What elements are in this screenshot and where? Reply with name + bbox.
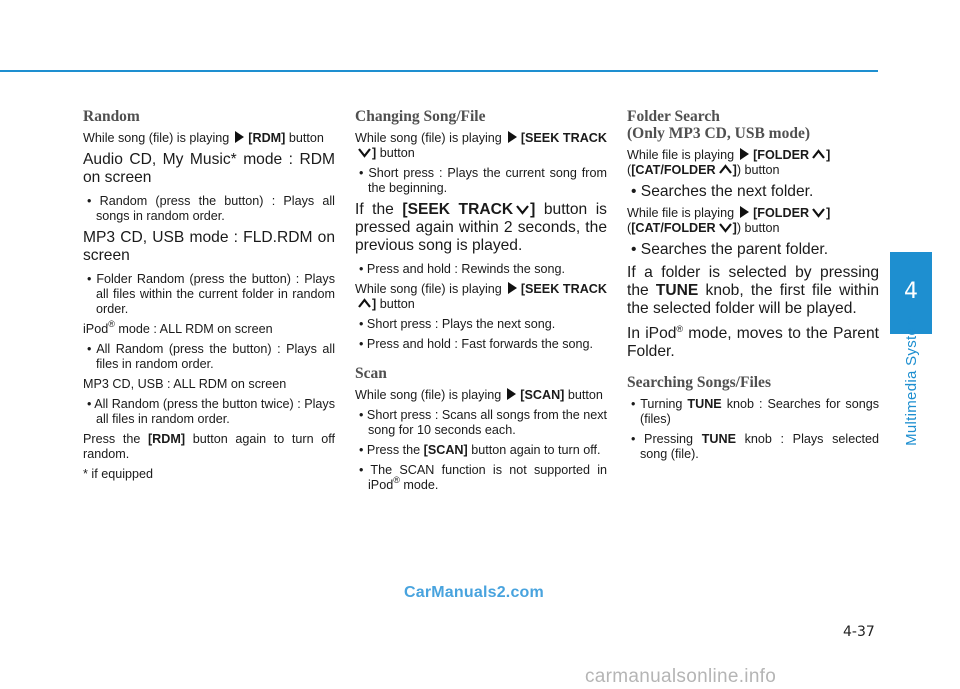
- list-item: • Press and hold : Rewinds the song.: [359, 262, 566, 276]
- rdm-heading-audio-cd: Audio CD, My Music* mode : RDM on screen: [83, 151, 335, 186]
- section-title-changing-song: Changing Song/File: [355, 108, 486, 125]
- folder-up-intro: While file is playing [FOLDER ] ([CAT/FOLDER ]) button: [627, 148, 831, 177]
- footnote-if-equipped: * if equipped: [83, 467, 154, 481]
- rdm-ipod-line: iPod® mode : ALL RDM on screen: [83, 319, 273, 336]
- section-title-scan: Scan: [355, 365, 387, 382]
- chevron-down-icon: [515, 204, 530, 215]
- chevron-down-icon: [718, 222, 733, 233]
- chevron-up-icon: [811, 149, 826, 160]
- seek-again-note: If the [SEEK TRACK ] button is pressed again within 2 seconds, the previous song is played.: [355, 201, 607, 254]
- rdm-turn-off: Press the [RDM] button again to turn off random.: [83, 432, 336, 461]
- rdm-intro: While song (file) is playing [RDM] button: [83, 131, 324, 145]
- chevron-down-icon: [811, 207, 826, 218]
- list-item: • Searches the next folder.: [631, 183, 814, 200]
- play-triangle-icon: [508, 131, 517, 143]
- list-item: • Press and hold : Fast forwards the song.: [359, 337, 594, 351]
- play-triangle-icon: [235, 131, 244, 143]
- folder-tune-note: If a folder is selected by pressing the TUNE knob, the first file within the selected folder will be played.: [627, 264, 879, 317]
- section-title-searching-songs: Searching Songs/Files: [627, 374, 771, 391]
- list-item: • Searches the parent folder.: [631, 241, 829, 258]
- section-title-folder-search: Folder Search (Only MP3 CD, USB mode): [627, 108, 810, 142]
- rdm-heading-mp3: MP3 CD, USB mode : FLD.RDM on screen: [83, 229, 335, 264]
- column-folder-search: [627, 108, 879, 467]
- list-item: • Press the [SCAN] button again to turn off.: [359, 443, 601, 457]
- play-triangle-icon: [508, 282, 517, 294]
- list-item: • All Random (press the button) : Plays all files in random order.: [87, 342, 335, 371]
- folder-down-intro: While file is playing [FOLDER ] ([CAT/FOLDER ]) button: [627, 206, 831, 235]
- list-item: • Folder Random (press the button) : Plays all files within the current folder in random order.: [87, 272, 335, 316]
- chapter-title-text: Multimedia System: [903, 314, 920, 446]
- play-triangle-icon: [507, 388, 516, 400]
- column-changing-song: [355, 108, 607, 498]
- chevron-up-icon: [357, 298, 372, 309]
- seek-down-intro: While song (file) is playing [SEEK TRACK ] button: [355, 131, 608, 160]
- column-random: [83, 108, 335, 487]
- section-title-random: Random: [83, 108, 140, 125]
- rdm-mp3-usb-line: MP3 CD, USB : ALL RDM on screen: [83, 377, 287, 391]
- top-rule: [0, 70, 878, 72]
- chapter-number: 4: [904, 279, 918, 304]
- watermark-carmanuals2: CarManuals2.com: [404, 584, 544, 601]
- page-number: 4-37: [843, 624, 875, 640]
- list-item: • All Random (press the button twice) : Plays all files in random order.: [87, 397, 336, 426]
- play-triangle-icon: [740, 148, 749, 160]
- scan-intro: While song (file) is playing [SCAN] button: [355, 388, 603, 402]
- seek-up-intro: While song (file) is playing [SEEK TRACK ] button: [355, 282, 608, 311]
- list-item: • Short press : Plays the current song from the beginning.: [359, 166, 607, 195]
- list-item: • Short press : Scans all songs from the next song for 10 seconds each.: [359, 408, 608, 437]
- list-item: • Short press : Plays the next song.: [359, 317, 556, 331]
- play-triangle-icon: [740, 206, 749, 218]
- list-item: • Turning TUNE knob : Searches for songs (files): [631, 397, 880, 426]
- list-item: • Random (press the button) : Plays all songs in random order.: [87, 194, 335, 223]
- ipod-parent-note: In iPod® mode, moves to the Parent Folder.: [627, 324, 879, 360]
- watermark-carmanualsonline: carmanualsonline.info: [585, 666, 777, 687]
- chevron-down-icon: [357, 147, 372, 158]
- list-item: • Pressing TUNE knob : Plays selected song (file).: [631, 432, 880, 461]
- chevron-up-icon: [718, 164, 733, 175]
- list-item: • The SCAN function is not supported in iPod® mode.: [359, 463, 607, 492]
